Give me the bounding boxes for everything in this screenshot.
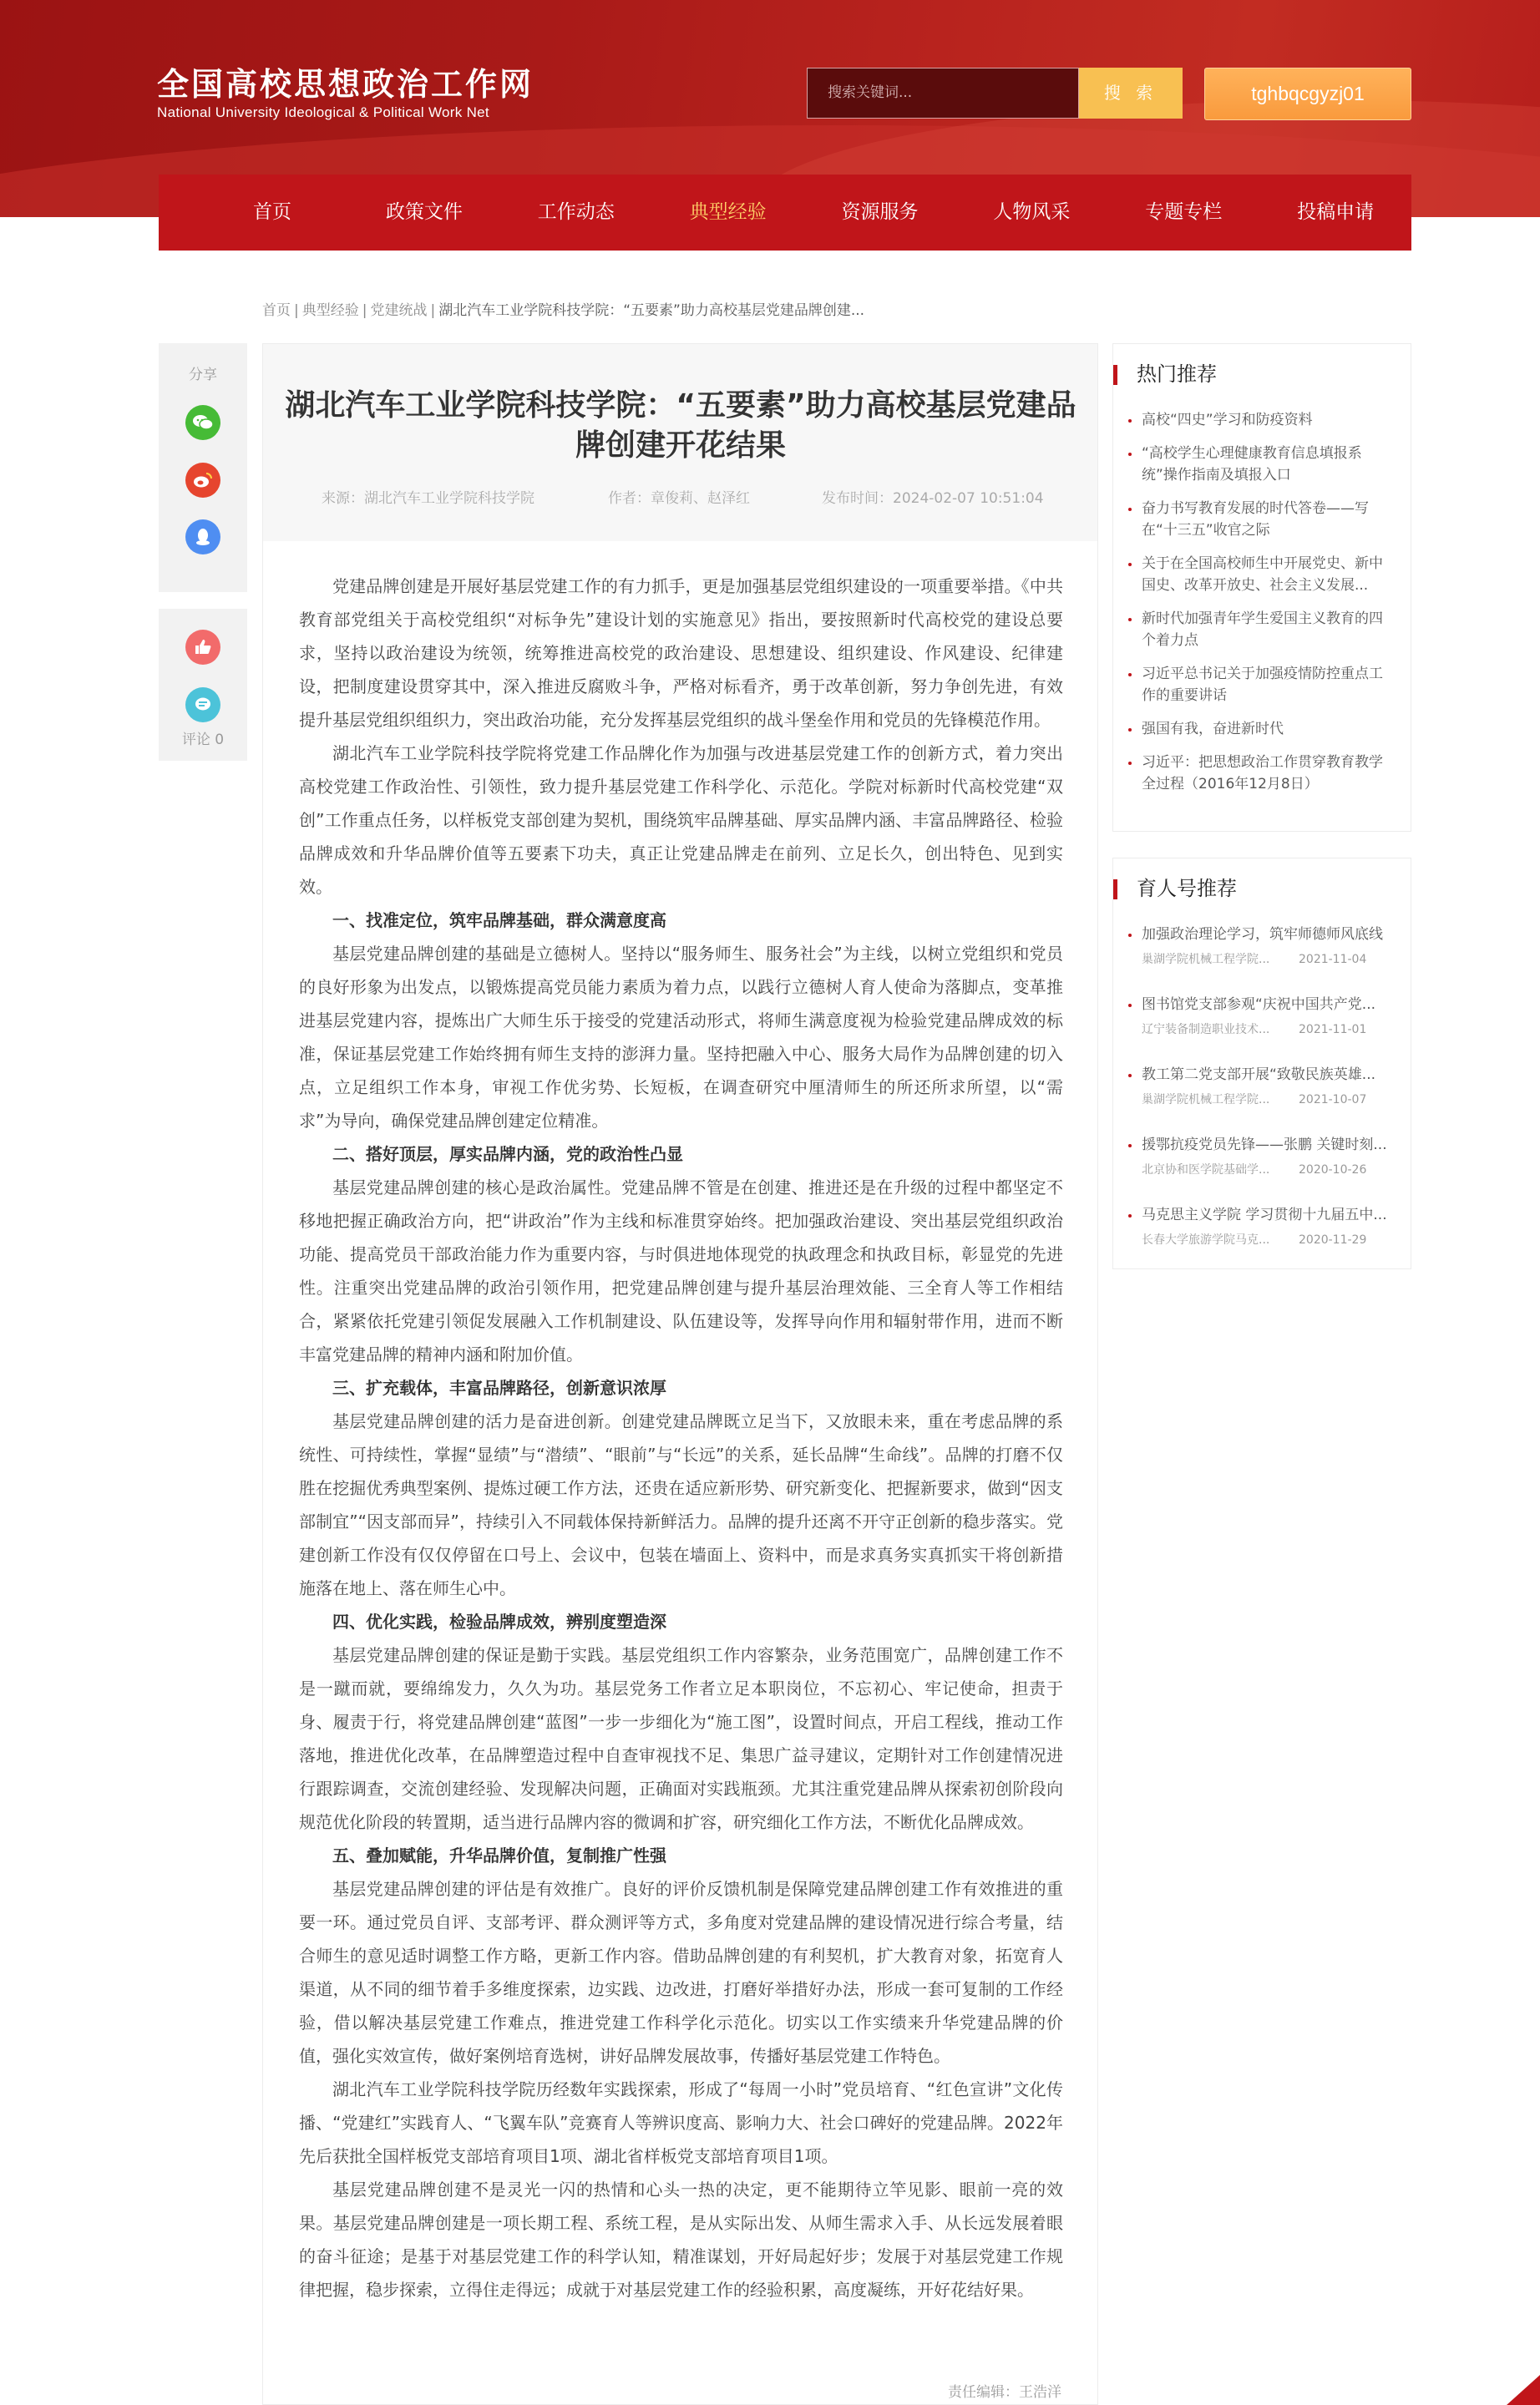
hot-recommend-title: 热门推荐 bbox=[1113, 362, 1217, 386]
thumbs-up-icon bbox=[194, 638, 212, 656]
nav-item-topics[interactable]: 专题专栏 bbox=[1145, 201, 1223, 223]
article-section-heading: 二、搭好顶层，厚实品牌内涵，党的政治性凸显 bbox=[332, 1144, 683, 1164]
article-body bbox=[299, 570, 1063, 2306]
education-account-item-title[interactable]: 马克思主义学院 学习贯彻十九届五中... bbox=[1142, 1207, 1387, 1223]
nav-item-people[interactable]: 人物风采 bbox=[993, 201, 1071, 223]
education-account-item[interactable] bbox=[1137, 1064, 1396, 1134]
article bbox=[262, 343, 1098, 2405]
education-account-list bbox=[1137, 924, 1396, 1274]
education-account-item-date: 2020-11-29 bbox=[1299, 1233, 1367, 1247]
hot-recommend-item[interactable]: 奋力书写教育发展的时代答卷——写在“十三五”收官之际 bbox=[1137, 498, 1394, 541]
comment-icon bbox=[193, 696, 213, 714]
breadcrumb-current: 湖北汽车工业学院科技学院：“五要素”助力高校基层党建品牌创建... bbox=[438, 302, 865, 319]
nav-item-experience[interactable]: 典型经验 bbox=[689, 201, 767, 223]
education-account-item-date: 2021-11-01 bbox=[1299, 1023, 1367, 1036]
article-date: 发布时间：2024-02-07 10:51:04 bbox=[822, 490, 1044, 507]
breadcrumb-subsection[interactable]: 党建统战 bbox=[370, 302, 428, 319]
education-account-item-title[interactable]: 援鄂抗疫党员先锋——张鹏 关键时刻... bbox=[1142, 1137, 1387, 1153]
qq-share-button[interactable] bbox=[185, 519, 220, 554]
education-account-item-source: 辽宁装备制造职业技术... bbox=[1142, 1023, 1270, 1036]
hot-recommend-item[interactable]: “高校学生心理健康教育信息填报系统”操作指南及填报入口 bbox=[1137, 443, 1394, 486]
article-section-heading: 五、叠加赋能，升华品牌价值，复制推广性强 bbox=[332, 1846, 666, 1866]
article-source: 来源：湖北汽车工业学院科技学院 bbox=[322, 490, 534, 507]
education-account-item-date: 2021-11-04 bbox=[1299, 953, 1367, 966]
action-panel bbox=[159, 609, 247, 761]
breadcrumb-section[interactable]: 典型经验 bbox=[301, 302, 359, 319]
nav-item-resources[interactable]: 资源服务 bbox=[841, 201, 919, 223]
nav-item-news[interactable]: 工作动态 bbox=[537, 201, 615, 223]
education-account-item-source: 巢湖学院机械工程学院... bbox=[1142, 1093, 1270, 1106]
site-logo[interactable] bbox=[157, 65, 591, 125]
share-label: 分享 bbox=[189, 367, 217, 383]
article-paragraph: 基层党建品牌创建的活力是奋进创新。创建党建品牌既立足当下，又放眼未来，重在考虑品牌的系统性、可持续性，掌握“显绩”与“潜绩”、“眼前”与“长远”的关系，延长品牌“生命线”。品牌的打磨不仅胜在挖掘优秀典型案例、提炼过硬工作方法，还贵在适应新形势、研究新变化、把握新要求，做到“因支部制宜”“因支部而异”，持续引入不同载体保持新鲜活力。品牌的提升还离不开守正创新的稳步落实。党建创新工作没有仅仅停留在口号上、会议中，包装在墙面上、资料中，而是求真务实真抓实干将创新措施落在地上、落在师生心中。 bbox=[299, 1411, 1063, 1598]
article-paragraph: 基层党建品牌创建的基础是立德树人。坚持以“服务师生、服务社会”为主线，以树立党组织和党员的良好形象为出发点，以锻炼提高党员能力素质为着力点，以践行立德树人育人使命为落脚点，变革推进基层党建内容，提炼出广大师生乐于接受的党建活动形式，将师生满意度视为检验党建品牌成效的标准，保证基层党建工作始终拥有师生支持的澎湃力量。坚持把融入中心、服务大局作为品牌创建的切入点，立足组织工作本身，审视工作优劣势、长短板，在调查研究中厘清师生的所还所求所望，以“需求”为导向，确保党建品牌创建定位精准。 bbox=[299, 944, 1063, 1131]
nav-item-policy[interactable]: 政策文件 bbox=[385, 201, 463, 223]
article-paragraph: 基层党建品牌创建不是灵光一闪的热情和心头一热的决定，更不能期待立竿见影、眼前一亮的效果。基层党建品牌创建是一项长期工程、系统工程，是从实际出发、从师生需求入手、从长远发展着眼的奋斗征途；是基于对基层党建工作的科学认知，精准谋划，开好局起好步；发展于对基层党建工作规律把握，稳步探索，立得住走得远；成就于对基层党建工作的经验积累，高度凝练，开好花结好果。 bbox=[299, 2180, 1063, 2300]
hot-recommend-item[interactable]: 强国有我，奋进新时代 bbox=[1137, 718, 1394, 740]
breadcrumb-separator: | bbox=[294, 302, 299, 319]
article-editor: 责任编辑：王浩洋 bbox=[948, 2384, 1061, 2401]
weibo-share-button[interactable] bbox=[185, 463, 220, 498]
wechat-share-button[interactable] bbox=[185, 405, 220, 440]
education-account-item[interactable] bbox=[1137, 1134, 1396, 1204]
education-account-item-title[interactable]: 教工第二党支部开展“致敬民族英雄... bbox=[1142, 1066, 1376, 1083]
comment-button[interactable] bbox=[185, 687, 220, 722]
hot-recommend-item[interactable]: 习近平：把思想政治工作贯穿教育教学全过程（2016年12月8日） bbox=[1137, 752, 1394, 795]
article-section-heading: 四、优化实践，检验品牌成效，辨别度塑造深 bbox=[332, 1612, 666, 1632]
education-account-widget bbox=[1112, 858, 1411, 1269]
article-paragraph: 湖北汽车工业学院科技学院历经数年实践探索，形成了“每周一小时”党员培育、“红色宣讲”文化传播、“党建红”实践育人、“飞翼车队”竞赛育人等辨识度高、影响力大、社会口碑好的党建品牌。2022年先后获批全国样板党支部培育项目1项、湖北省样板党支部培育项目1项。 bbox=[299, 2079, 1063, 2166]
article-section-heading: 一、找准定位，筑牢品牌基础，群众满意度高 bbox=[332, 910, 666, 930]
education-account-item-meta bbox=[1142, 950, 1396, 969]
hot-recommend-item[interactable]: 习近平总书记关于加强疫情防控重点工作的重要讲话 bbox=[1137, 663, 1394, 706]
education-account-item-meta bbox=[1142, 1091, 1396, 1109]
education-account-item-date: 2021-10-07 bbox=[1299, 1093, 1367, 1106]
like-button[interactable] bbox=[185, 630, 220, 665]
education-account-item-source: 巢湖学院机械工程学院... bbox=[1142, 953, 1270, 966]
comment-count: 评论 0 bbox=[181, 732, 225, 748]
article-paragraph: 湖北汽车工业学院科技学院将党建工作品牌化作为加强与改进基层党建工作的创新方式，着力突出高校党建工作政治性、引领性，致力提升基层党建工作科学化、示范化。学院对标新时代高校党建“双创”工作重点任务，以样板党支部创建为契机，围绕筑牢品牌基础、厚实品牌内涵、丰富品牌路径、检验品牌成效和升华品牌价值等五要素下功夫，真正让党建品牌走在前列、立足长久，创出特色、见到实效。 bbox=[299, 743, 1063, 897]
share-panel bbox=[159, 343, 247, 592]
hot-recommend-item[interactable]: 高校“四史”学习和防疫资料 bbox=[1137, 409, 1394, 431]
user-account-button[interactable]: tghbqcgyzj01 bbox=[1204, 68, 1411, 120]
hot-recommend-list bbox=[1137, 409, 1394, 807]
search-button[interactable]: 搜 索 bbox=[1079, 68, 1183, 119]
weibo-icon bbox=[192, 471, 214, 489]
article-header bbox=[263, 344, 1097, 541]
education-account-item-title[interactable]: 图书馆党支部参观“庆祝中国共产党... bbox=[1142, 996, 1376, 1013]
article-meta bbox=[263, 488, 1097, 509]
article-paragraph: 党建品牌创建是开展好基层党建工作的有力抓手，更是加强基层党组织建设的一项重要举措。《中共教育部党组关于高校党组织“对标争先”建设计划的实施意见》指出，要按照新时代高校党的建设总要求，坚持以政治建设为统领，统筹推进高校党的政治建设、思想建设、组织建设、作风建设、纪律建设，把制度建设贯穿其中，深入推进反腐败斗争，严格对标看齐，勇于改革创新，努力争创先进，有效提升基层党组织组织力，突出政治功能，充分发挥基层党组织的战斗堡垒作用和党员的先锋模范作用。 bbox=[299, 576, 1063, 730]
hot-recommend-item[interactable]: 新时代加强青年学生爱国主义教育的四个着力点 bbox=[1137, 608, 1394, 651]
education-account-item-source: 北京协和医学院基础学... bbox=[1142, 1163, 1270, 1177]
breadcrumb-separator: | bbox=[362, 302, 367, 319]
hot-recommend-widget bbox=[1112, 343, 1411, 832]
education-account-item[interactable] bbox=[1137, 1204, 1396, 1274]
education-account-item[interactable] bbox=[1137, 994, 1396, 1064]
site-logo-en: National University Ideological & Political Work Net bbox=[157, 104, 489, 120]
education-account-item-date: 2020-10-26 bbox=[1299, 1163, 1367, 1177]
article-section-heading: 三、扩充载体，丰富品牌路径，创新意识浓厚 bbox=[332, 1378, 666, 1398]
nav-item-home[interactable]: 首页 bbox=[252, 201, 291, 223]
breadcrumb-home[interactable]: 首页 bbox=[262, 302, 291, 319]
search-input[interactable]: 搜索关键词... bbox=[807, 68, 1079, 119]
education-account-item-title[interactable]: 加强政治理论学习，筑牢师德师风底线 bbox=[1142, 926, 1383, 943]
back-to-top-icon[interactable] bbox=[1507, 2375, 1540, 2405]
education-account-item-source: 长春大学旅游学院马克... bbox=[1142, 1233, 1270, 1247]
site-logo-cn: 全国高校思想政治工作网 bbox=[157, 65, 534, 103]
nav-item-submit[interactable]: 投稿申请 bbox=[1297, 201, 1375, 223]
education-account-item[interactable] bbox=[1137, 924, 1396, 994]
hot-recommend-item[interactable]: 关于在全国高校师生中开展党史、新中国史、改革开放史、社会主义发展... bbox=[1137, 553, 1394, 596]
article-paragraph: 基层党建品牌创建的核心是政治属性。党建品牌不管是在创建、推进还是在升级的过程中都坚定不移地把握正确政治方向，把“讲政治”作为主线和标准贯穿始终。把加强政治建设、突出基层党组织政治功能、提高党员干部政治能力作为重要内容，与时俱进地体现党的执政理念和执政目标，彰显党的先进性。注重突出党建品牌的政治引领作用，把党建品牌创建与提升基层治理效能、三全育人等工作相结合，紧紧依托党建引领促发展融入工作机制建设、队伍建设等，发挥导向作用和辐射带作用，进而不断丰富党建品牌的精神内涵和附加价值。 bbox=[299, 1177, 1063, 1365]
article-paragraph: 基层党建品牌创建的评估是有效推广。良好的评价反馈机制是保障党建品牌创建工作有效推进的重要一环。通过党员自评、支部考评、群众测评等方式，多角度对党建品牌的建设情况进行综合考量，结合师生的意见适时调整工作方略，更新工作内容。借助品牌创建的有利契机，扩大教育对象，拓宽育人渠道，从不同的细节着手多维度探索，边实践、边改进，打磨好举措好办法，形成一套可复制的工作经验，借以解决基层党建工作难点，推进党建工作科学化示范化。切实以工作实绩来升华党建品牌的价值，强化实效宣传，做好案例培育选树，讲好品牌发展故事，传播好基层党建工作特色。 bbox=[299, 1879, 1063, 2066]
wechat-icon bbox=[192, 413, 214, 432]
article-title: 湖北汽车工业学院科技学院：“五要素”助力高校基层党建品牌创建开花结果 bbox=[285, 388, 1076, 463]
education-account-item-meta bbox=[1142, 1231, 1396, 1249]
education-account-title: 育人号推荐 bbox=[1113, 877, 1237, 900]
breadcrumb-separator: | bbox=[430, 302, 436, 319]
education-account-item-meta bbox=[1142, 1020, 1396, 1039]
qq-icon bbox=[194, 527, 212, 547]
main-nav bbox=[159, 175, 1411, 251]
education-account-item-meta bbox=[1142, 1161, 1396, 1179]
article-paragraph: 基层党建品牌创建的保证是勤于实践。基层党组织工作内容繁杂，业务范围宽广，品牌创建工作不是一蹴而就，要绵绵发力，久久为功。基层党务工作者立足本职岗位，不忘初心、牢记使命，担责于身、履责于行，将党建品牌创建“蓝图”一步一步细化为“施工图”，设置时间点，开启工程线，推动工作落地，推进优化改革，在品牌塑造过程中自查审视找不足、集思广益寻建议，定期针对工作创建情况进行跟踪调查，交流创建经验、发现解决问题，正确面对实践瓶颈。尤其注重党建品牌从探索初创阶段向规范优化阶段的转置期，适当进行品牌内容的微调和扩容，研究细化工作方法，不断优化品牌成效。 bbox=[299, 1645, 1063, 1832]
article-author: 作者：章俊莉、赵泽红 bbox=[608, 490, 750, 507]
breadcrumb bbox=[262, 300, 864, 322]
